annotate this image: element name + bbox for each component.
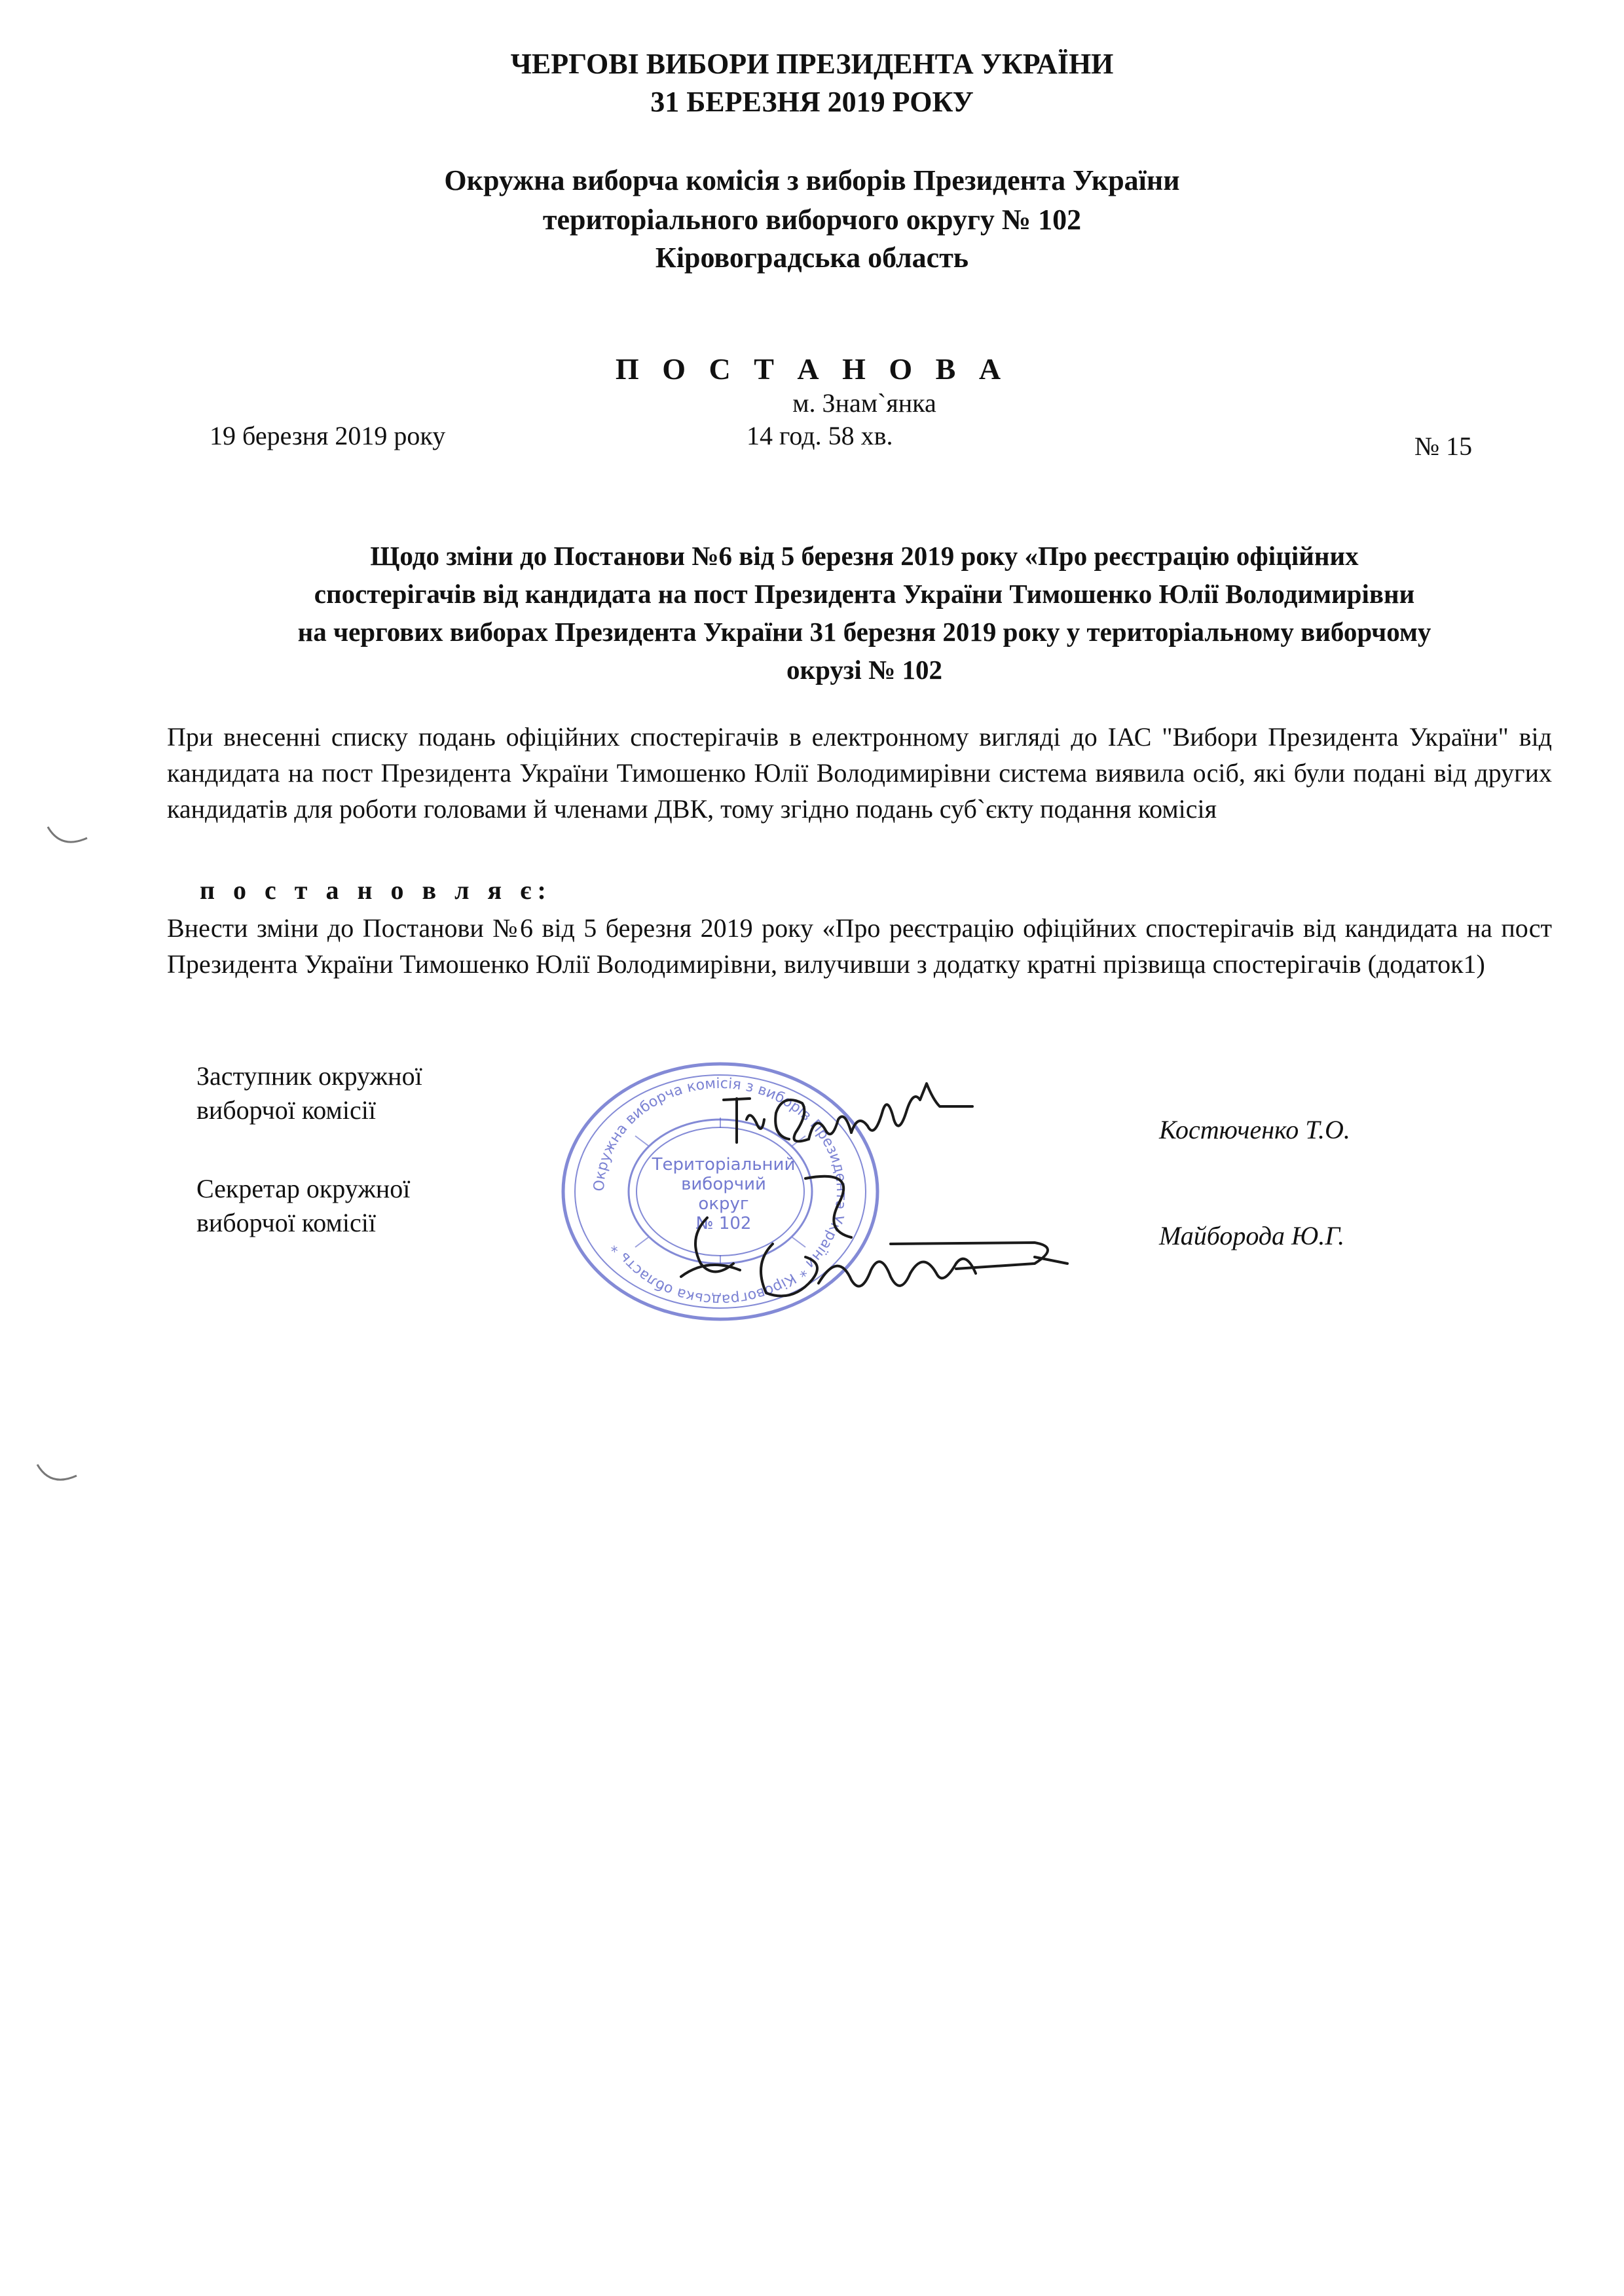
decree-number: № 15 [1414, 431, 1473, 461]
subject-line-2: спостерігачів від кандидата на пост Президента України Тимошенко Юлії Володимирівни [314, 579, 1415, 609]
resolves-heading: п о с т а н о в л я є: [200, 875, 552, 905]
decree-title: П О С Т А Н О В А [615, 352, 1009, 386]
deputy-name: Костюченко Т.О. [1159, 1115, 1350, 1144]
body-paragraph-2: Внести зміни до Постанови №6 від 5 березня 2019 року «Про реєстрацію офіційних спостерігачів від кандидата на пост Президента України Тимошенко Юлії Володимирівни, вилучивши з додатку кратні прізвища спостерігачів (додаток1) [167, 913, 1552, 979]
region-name: Кіровоградська область [655, 242, 969, 274]
stamp-center-line-3: округ [698, 1194, 749, 1214]
decree-city: м. Знам`янка [792, 388, 936, 418]
election-date: 31 БЕРЕЗНЯ 2019 РОКУ [650, 86, 974, 118]
punch-hole-mark [45, 824, 90, 850]
subject-line-4: окрузі № 102 [786, 655, 942, 685]
commission-name: Окружна виборча комісія з виборів Президента України [444, 164, 1180, 196]
stamp-center-line-2: виборчий [681, 1175, 766, 1194]
deputy-label-line-1: Заступник окружної [196, 1061, 422, 1091]
secretary-signature [642, 1165, 1074, 1316]
deputy-signature [710, 1074, 986, 1165]
stamp-center-line-1: Територіальний [652, 1155, 796, 1175]
secretary-label-line-1: Секретар окружної [196, 1174, 411, 1203]
secretary-label-line-2: виборчої комісії [196, 1208, 376, 1237]
stamp-center-line-4: № 102 [695, 1214, 752, 1233]
punch-hole-mark [34, 1461, 80, 1487]
subject-line-1: Щодо зміни до Постанови №6 від 5 березня 2019 року «Про реєстрацію офіційних [370, 541, 1359, 571]
body-paragraph-1: При внесенні списку подань офіційних спостерігачів в електронному вигляді до ІАС "Вибори Президента України" від кандидата на пост Президента України Тимошенко Юлії Володимирівни система виявила осіб, які були подані від других кандидатів для роботи головами й членами ДВК, тому згідно подань суб`єкту подання комісія [167, 722, 1552, 824]
deputy-label-line-2: виборчої комісії [196, 1095, 376, 1125]
subject-line-3: на чергових виборах Президента України 31 березня 2019 року у територіальному виборчому [297, 617, 1431, 647]
election-title: ЧЕРГОВІ ВИБОРИ ПРЕЗИДЕНТА УКРАЇНИ [510, 48, 1114, 80]
constituency-name: територіального виборчого округу № 102 [542, 204, 1082, 236]
decree-time: 14 год. 58 хв. [747, 421, 893, 450]
svg-text:Окружна виборча комісія з вибо: Окружна виборча комісія з виборів Президента України * Кіровоградська область * [591, 1075, 850, 1308]
decree-date: 19 березня 2019 року [210, 421, 446, 450]
secretary-name: Майборода Ю.Г. [1159, 1221, 1345, 1250]
